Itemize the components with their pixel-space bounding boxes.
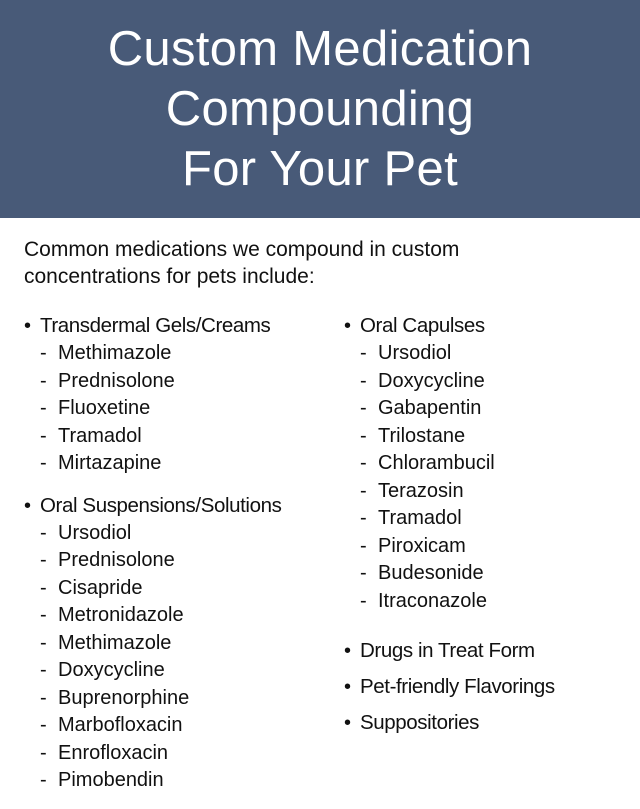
medication-name: Cisapride xyxy=(58,576,143,599)
dash-icon: - xyxy=(360,534,367,557)
medication-name: Tramadol xyxy=(378,507,462,529)
intro-line-2: concentrations for pets include: xyxy=(24,265,315,288)
list-item xyxy=(40,712,336,740)
dash-icon: - xyxy=(40,576,47,599)
dash-icon: - xyxy=(40,549,47,571)
medication-name: Gabapentin xyxy=(378,397,482,419)
extra-item xyxy=(344,633,634,669)
bullet-icon: • xyxy=(24,494,31,517)
group-heading xyxy=(24,312,336,340)
dash-icon: - xyxy=(360,507,367,529)
extra-item-label: Suppositories xyxy=(360,711,480,734)
dash-icon: - xyxy=(40,604,47,626)
medication-name: Marbofloxacin xyxy=(58,714,183,736)
dash-icon: - xyxy=(360,342,367,364)
medication-name: Piroxicam xyxy=(378,534,466,557)
dash-icon: - xyxy=(360,424,367,447)
dash-icon: - xyxy=(360,397,367,419)
group-heading-label: Oral Suspensions/Solutions xyxy=(40,493,282,517)
dash-icon: - xyxy=(40,369,47,392)
list-item xyxy=(40,602,336,630)
medication-name: Tramadol xyxy=(58,424,142,447)
list-item xyxy=(360,533,634,561)
intro-text xyxy=(24,236,624,290)
list-item xyxy=(40,520,336,548)
medication-name: Prednisolone xyxy=(58,549,175,571)
medication-name: Ursodiol xyxy=(378,342,452,364)
medication-name: Prednisolone xyxy=(58,369,175,392)
list-item xyxy=(360,450,634,478)
title-line-3: For Your Pet xyxy=(182,142,458,196)
right-column xyxy=(344,312,634,741)
list-item xyxy=(40,368,336,396)
group-oral-suspensions xyxy=(24,492,336,795)
dash-icon: - xyxy=(40,714,47,736)
dash-icon: - xyxy=(360,562,367,584)
extra-item xyxy=(344,669,634,705)
medication-list xyxy=(24,340,336,478)
medication-name: Trilostane xyxy=(378,424,466,447)
list-item xyxy=(40,450,336,478)
medication-name: Pimobendin xyxy=(58,769,164,791)
list-item xyxy=(360,395,634,423)
dash-icon: - xyxy=(360,452,367,474)
group-heading xyxy=(24,492,336,520)
group-heading-label: Oral Capulses xyxy=(360,314,485,337)
dash-icon: - xyxy=(40,686,47,709)
list-item xyxy=(360,340,634,368)
extra-item-label: Pet-friendly Flavorings xyxy=(360,675,555,698)
list-item xyxy=(360,505,634,533)
list-item xyxy=(40,740,336,768)
bullet-icon: • xyxy=(24,315,31,337)
medication-name: Fluoxetine xyxy=(58,397,151,419)
medication-name: Buprenorphine xyxy=(58,686,190,709)
dash-icon: - xyxy=(40,424,47,447)
dash-icon: - xyxy=(360,369,367,392)
bullet-icon: • xyxy=(344,676,351,698)
list-item xyxy=(40,630,336,658)
list-item xyxy=(360,368,634,396)
medication-name: Metronidazole xyxy=(58,604,184,626)
group-transdermal xyxy=(24,312,336,478)
medication-name: Enrofloxacin xyxy=(58,741,169,764)
list-item xyxy=(360,560,634,588)
group-heading-label: Transdermal Gels/Creams xyxy=(40,314,271,337)
extra-item xyxy=(344,705,634,741)
medication-name: Budesonide xyxy=(378,562,484,584)
list-item xyxy=(40,657,336,685)
medication-name: Methimazole xyxy=(58,631,172,654)
dash-icon: - xyxy=(40,397,47,419)
medication-name: Doxycycline xyxy=(378,369,485,392)
medication-list xyxy=(24,520,336,795)
dash-icon: - xyxy=(40,521,47,544)
title-line-2: Compounding xyxy=(165,82,475,136)
group-oral-capsules xyxy=(344,312,634,615)
medication-name: Terazosin xyxy=(378,479,464,502)
list-item xyxy=(360,478,634,506)
dash-icon: - xyxy=(40,452,47,474)
group-heading xyxy=(344,312,634,340)
medication-name: Mirtazapine xyxy=(58,452,162,474)
medication-name: Chlorambucil xyxy=(378,452,495,474)
bullet-icon: • xyxy=(344,315,351,337)
medication-list xyxy=(344,340,634,615)
list-item xyxy=(40,423,336,451)
dash-icon: - xyxy=(360,479,367,502)
dash-icon: - xyxy=(40,342,47,364)
list-item xyxy=(40,767,336,795)
list-item xyxy=(40,575,336,603)
list-item xyxy=(360,588,634,616)
title-line-1: Custom Medication xyxy=(107,22,533,76)
list-item xyxy=(40,547,336,575)
medication-name: Doxycycline xyxy=(58,659,165,681)
extra-offerings xyxy=(344,633,634,741)
intro-line-1: Common medications we compound in custom xyxy=(24,238,460,261)
list-item xyxy=(40,340,336,368)
medication-name: Ursodiol xyxy=(58,521,132,544)
list-item xyxy=(360,423,634,451)
title-banner xyxy=(0,0,640,218)
dash-icon: - xyxy=(40,769,47,791)
list-item xyxy=(40,685,336,713)
page-title xyxy=(108,19,533,199)
bullet-icon: • xyxy=(344,640,351,662)
dash-icon: - xyxy=(40,741,47,764)
left-column xyxy=(24,312,336,809)
list-item xyxy=(40,395,336,423)
extra-item-label: Drugs in Treat Form xyxy=(360,639,535,662)
dash-icon: - xyxy=(360,589,367,612)
medication-name: Methimazole xyxy=(58,342,172,364)
medication-name: Itraconazole xyxy=(378,589,487,612)
dash-icon: - xyxy=(40,659,47,681)
dash-icon: - xyxy=(40,631,47,654)
bullet-icon: • xyxy=(344,712,351,734)
